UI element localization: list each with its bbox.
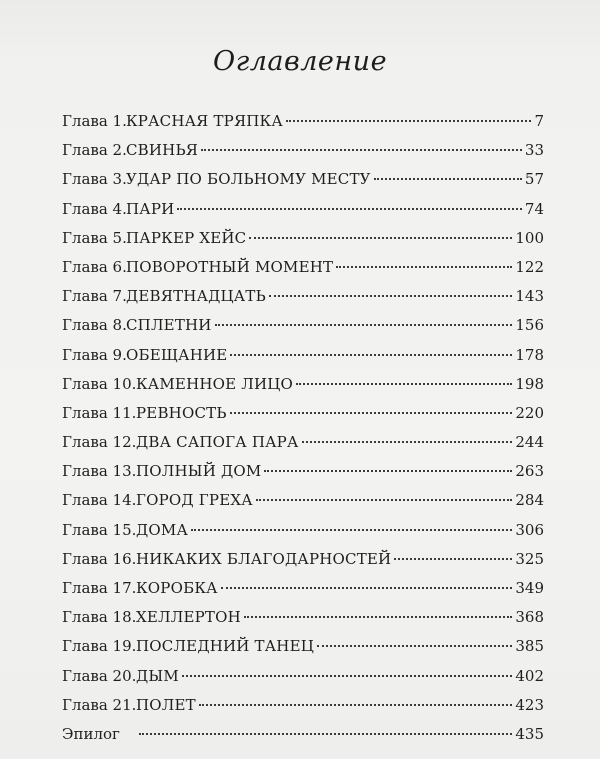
toc-entry xyxy=(62,667,544,696)
page-number: 122 xyxy=(515,257,544,276)
dot-leader xyxy=(230,354,512,356)
chapter-title: ДЕВЯТНАДЦАТЬ xyxy=(126,287,266,306)
chapter-title: ПОВОРОТНЫЙ МОМЕНТ xyxy=(126,257,334,276)
toc-entry xyxy=(62,258,544,287)
page-number: 74 xyxy=(524,199,544,218)
toc-entry xyxy=(62,433,544,462)
page-number: 156 xyxy=(515,316,544,335)
page-number: 263 xyxy=(515,462,544,481)
toc-entry xyxy=(62,637,544,666)
dot-leader xyxy=(199,704,513,706)
toc-entry xyxy=(62,521,544,550)
chapter-label: Эпилог xyxy=(62,724,120,743)
page-number: 220 xyxy=(515,403,544,422)
chapter-label: Глава 10. xyxy=(62,374,137,393)
page-number: 435 xyxy=(515,724,544,743)
chapter-label: Глава 14. xyxy=(62,491,137,510)
page-number: 57 xyxy=(524,170,544,189)
dot-leader xyxy=(317,645,512,647)
page-number: 198 xyxy=(515,374,544,393)
toc-heading: Оглавление xyxy=(212,46,388,77)
chapter-title: СПЛЕТНИ xyxy=(126,316,212,335)
dot-leader xyxy=(264,470,512,472)
chapter-title: НИКАКИХ БЛАГОДАРНОСТЕЙ xyxy=(136,549,392,568)
dot-leader xyxy=(394,558,512,560)
chapter-label: Глава 8. xyxy=(62,316,127,335)
dot-leader xyxy=(221,587,513,589)
page-number: 143 xyxy=(515,287,544,306)
page-number: 385 xyxy=(515,637,544,656)
toc-entry xyxy=(62,229,544,258)
chapter-title: ДОМА xyxy=(136,520,189,539)
dot-leader xyxy=(286,120,532,122)
dot-leader xyxy=(191,529,512,531)
chapter-label: Глава 16. xyxy=(62,549,137,568)
page-number: 33 xyxy=(524,141,544,160)
chapter-title: ХЕЛЛЕРТОН xyxy=(136,608,241,627)
toc-entry xyxy=(62,316,544,345)
page-number: 284 xyxy=(515,491,544,510)
chapter-label: Глава 18. xyxy=(62,608,137,627)
toc-entry xyxy=(62,404,544,433)
dot-leader xyxy=(139,733,512,735)
chapter-label: Глава 19. xyxy=(62,637,137,656)
toc-entry xyxy=(62,200,544,229)
chapter-label: Глава 12. xyxy=(62,433,137,452)
chapter-label: Глава 3. xyxy=(62,170,127,189)
chapter-label: Глава 5. xyxy=(62,228,127,247)
toc-entry xyxy=(62,725,544,754)
chapter-title: ПОСЛЕДНИЙ ТАНЕЦ xyxy=(136,637,315,656)
toc-entry xyxy=(62,579,544,608)
chapter-label: Глава 17. xyxy=(62,579,137,597)
chapter-title: КАМЕННОЕ ЛИЦО xyxy=(136,374,294,393)
toc-entry xyxy=(62,696,544,725)
chapter-title: ПОЛЕТ xyxy=(136,695,196,714)
toc-entry xyxy=(62,287,544,316)
toc-entry xyxy=(62,462,544,491)
dot-leader xyxy=(230,412,513,414)
page-number: 349 xyxy=(515,579,544,597)
chapter-title: ОБЕЩАНИЕ xyxy=(126,345,228,364)
page-number: 244 xyxy=(515,433,544,452)
dot-leader xyxy=(336,266,512,268)
chapter-label: Глава 15. xyxy=(62,520,137,539)
page-number: 100 xyxy=(515,228,544,247)
chapter-label: Глава 11. xyxy=(62,403,137,422)
toc-entry xyxy=(62,141,544,170)
toc-entry xyxy=(62,375,544,404)
dot-leader xyxy=(256,499,513,501)
dot-leader xyxy=(215,324,513,326)
chapter-label: Глава 13. xyxy=(62,462,137,481)
chapter-label: Глава 20. xyxy=(62,666,137,685)
page-number: 423 xyxy=(515,695,544,714)
page-number: 7 xyxy=(534,112,544,130)
page-number: 402 xyxy=(515,666,544,685)
bleed-through-texture xyxy=(75,4,545,44)
chapter-label: Глава 9. xyxy=(62,345,127,364)
chapter-title: ГОРОД ГРЕХА xyxy=(136,491,253,510)
toc-entry xyxy=(62,550,544,579)
chapter-label: Глава 21. xyxy=(62,695,137,714)
chapter-label: Глава 1. xyxy=(62,112,127,130)
toc-entry xyxy=(62,112,544,141)
dot-leader xyxy=(177,208,521,210)
chapter-label: Глава 2. xyxy=(62,141,127,160)
page-number: 325 xyxy=(515,549,544,568)
chapter-label: Глава 7. xyxy=(62,287,127,306)
chapter-title: ДВА САПОГА ПАРА xyxy=(136,433,299,452)
dot-leader xyxy=(296,383,512,385)
dot-leader xyxy=(182,675,512,677)
chapter-title: ПАРИ xyxy=(126,199,175,218)
chapter-title: СВИНЬЯ xyxy=(126,141,199,160)
chapter-label: Глава 6. xyxy=(62,257,127,276)
page-number: 368 xyxy=(515,608,544,627)
toc-entry xyxy=(62,491,544,520)
table-of-contents xyxy=(62,112,544,754)
chapter-title: УДАР ПО БОЛЬНОМУ МЕСТУ xyxy=(126,170,371,189)
page-number: 306 xyxy=(515,520,544,539)
chapter-title: ДЫМ xyxy=(136,666,179,685)
dot-leader xyxy=(249,237,512,239)
dot-leader xyxy=(374,178,522,180)
toc-entry xyxy=(62,608,544,637)
toc-entry xyxy=(62,346,544,375)
dot-leader xyxy=(201,149,522,151)
chapter-title: ПОЛНЫЙ ДОМ xyxy=(136,462,262,481)
chapter-title: РЕВНОСТЬ xyxy=(136,403,227,422)
dot-leader xyxy=(244,616,512,618)
chapter-title: КОРОБКА xyxy=(136,579,218,597)
dot-leader xyxy=(269,295,512,297)
chapter-title: КРАСНАЯ ТРЯПКА xyxy=(126,112,283,130)
toc-entry xyxy=(62,170,544,199)
chapter-label: Глава 4. xyxy=(62,199,127,218)
dot-leader xyxy=(302,441,513,443)
page-number: 178 xyxy=(515,345,544,364)
chapter-title: ПАРКЕР ХЕЙС xyxy=(126,228,247,247)
